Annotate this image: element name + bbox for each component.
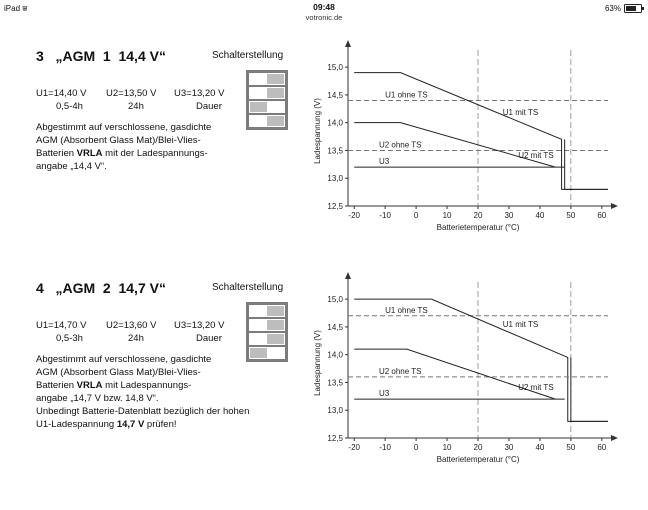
y-axis-arrow: [345, 272, 351, 279]
y-tick-label: 12,5: [327, 202, 343, 211]
switch-row: [249, 87, 285, 99]
text: U1-Ladespannung: [36, 419, 117, 430]
charging-chart: [300, 38, 620, 238]
section-title: [36, 280, 166, 296]
x-tick-label: 20: [473, 443, 483, 452]
switch-cell-on: [267, 334, 284, 344]
y-tick-label: 15,0: [327, 295, 343, 305]
x-tick-label: 40: [535, 443, 545, 452]
battery-icon: [624, 4, 642, 13]
series-label: U2 ohne TS: [378, 140, 422, 150]
description-line: [36, 147, 251, 160]
u1-value: U1=14,40 V: [36, 88, 87, 99]
y-tick-label: 14,5: [327, 90, 343, 100]
u1-duration: 0,5-3h: [56, 333, 83, 344]
dip-switch: [246, 70, 288, 130]
y-tick-label: 12,5: [327, 434, 343, 443]
x-tick-label: -20: [348, 211, 360, 220]
bold-text: VRLA: [76, 380, 103, 391]
y-axis-label: Ladespannung (V): [313, 330, 322, 396]
url-label[interactable]: votronic.de: [305, 13, 343, 22]
y-axis-arrow: [345, 40, 351, 47]
section-agm2: [0, 280, 648, 510]
switch-row: [249, 305, 285, 317]
switch-cell-off: [250, 320, 267, 330]
device-name: iPad: [4, 4, 21, 13]
x-tick-label: 40: [535, 211, 545, 220]
series-label: U1 mit TS: [502, 319, 539, 329]
x-tick-label: 10: [442, 211, 452, 220]
status-bar: [0, 0, 648, 24]
text: Unbedingt Batterie-Datenblatt bezüglich der hohen: [36, 406, 250, 417]
x-tick-label: 30: [504, 211, 514, 220]
x-tick-label: 60: [597, 443, 607, 452]
text: Batterien: [36, 380, 77, 391]
text: mit der Ladespannungs-: [102, 148, 208, 159]
battery-percent: 63%: [604, 4, 621, 13]
text: Abgestimmt auf verschlossene, gasdichte: [36, 122, 212, 133]
y-tick-label: 13,5: [327, 146, 343, 156]
y-axis-label: Ladespannung (V): [313, 98, 322, 164]
y-tick-label: 15,0: [327, 63, 343, 73]
section-title: [36, 48, 166, 64]
series-label: U1 mit TS: [502, 107, 539, 117]
x-axis-arrow: [611, 203, 618, 209]
series-label: U1 ohne TS: [385, 90, 428, 100]
x-tick-label: 30: [504, 443, 514, 452]
series-label: U3: [378, 156, 390, 166]
u3-duration: Dauer: [196, 333, 222, 344]
series-label: U3: [378, 388, 390, 398]
switch-cell-on: [267, 320, 284, 330]
description-line: [36, 353, 251, 366]
switch-row: [249, 333, 285, 345]
description-line: [36, 134, 251, 147]
switch-row: [249, 319, 285, 331]
x-tick-label: -20: [348, 443, 360, 452]
x-tick-label: 10: [442, 443, 452, 452]
description-line: [36, 121, 251, 134]
u2-duration: 24h: [128, 101, 144, 112]
switch-cell-off: [267, 348, 284, 358]
switch-row: [249, 115, 285, 127]
x-axis-arrow: [611, 435, 618, 441]
switch-cell-on: [267, 116, 284, 126]
text: angabe „14,7 V bzw. 14,8 V“.: [36, 393, 159, 404]
section-number: 4: [36, 280, 44, 296]
charging-chart: [300, 270, 620, 470]
description-line: [36, 418, 251, 431]
series-label: U2 mit TS: [518, 383, 554, 393]
status-right: [605, 4, 642, 13]
switch-label: Schalterstellung: [212, 50, 284, 61]
switch-row: [249, 73, 285, 85]
u1-duration: 0,5-4h: [56, 101, 83, 112]
section-agm1: [0, 48, 648, 278]
switch-cell-off: [250, 88, 267, 98]
switch-row: [249, 347, 285, 359]
series-line: [571, 357, 608, 421]
x-tick-label: 60: [597, 211, 607, 220]
clock: 09:48: [313, 2, 335, 12]
description-line: [36, 392, 251, 405]
description-line: [36, 405, 251, 418]
switch-row: [249, 101, 285, 113]
text: Abgestimmt auf verschlossene, gasdichte: [36, 354, 212, 365]
y-tick-label: 13,0: [327, 406, 343, 416]
y-tick-label: 14,0: [327, 350, 343, 360]
switch-cell-on: [250, 102, 267, 112]
u3-value: U3=13,20 V: [174, 88, 225, 99]
u2-duration: 24h: [128, 333, 144, 344]
u3-value: U3=13,20 V: [174, 320, 225, 331]
u2-value: U2=13,50 V: [106, 88, 157, 99]
text: angabe „14,4 V“.: [36, 161, 107, 172]
text: mit Ladespannungs-: [102, 380, 192, 391]
y-tick-label: 14,5: [327, 322, 343, 332]
x-tick-label: 0: [413, 211, 419, 220]
text: Batterien: [36, 148, 77, 159]
wifi-icon: ⩐: [22, 4, 28, 13]
text: prüfen!: [144, 419, 177, 430]
x-tick-label: 0: [413, 443, 419, 452]
battery-fill: [626, 6, 636, 11]
x-tick-label: 50: [566, 443, 576, 452]
switch-cell-off: [250, 334, 267, 344]
series-label: U2 ohne TS: [378, 367, 422, 377]
bold-text: 14,7 V: [116, 419, 145, 430]
x-tick-label: 20: [473, 211, 483, 220]
switch-cell-on: [267, 88, 284, 98]
u2-value: U2=13,60 V: [106, 320, 157, 331]
switch-cell-off: [250, 116, 267, 126]
description: [36, 353, 251, 431]
series-label: U2 mit TS: [518, 151, 554, 161]
description: [36, 121, 251, 173]
x-tick-label: 50: [566, 211, 576, 220]
y-tick-label: 13,5: [327, 378, 343, 388]
description-line: [36, 366, 251, 379]
series-line: [354, 299, 608, 421]
series-label: U1 ohne TS: [385, 306, 428, 315]
description-line: [36, 379, 251, 392]
y-tick-label: 13,0: [327, 174, 343, 184]
u1-value: U1=14,70 V: [36, 320, 87, 331]
switch-cell-on: [267, 74, 284, 84]
switch-label: Schalterstellung: [212, 282, 284, 293]
switch-cell-off: [250, 306, 267, 316]
switch-cell-off: [267, 102, 284, 112]
bold-text: VRLA: [76, 148, 103, 159]
x-tick-label: -10: [379, 211, 391, 220]
description-line: [36, 160, 251, 173]
u3-duration: Dauer: [196, 101, 222, 112]
x-axis-label: Batterietemperatur (°C): [436, 223, 520, 232]
section-heading: „AGM 1 14,4 V“: [55, 48, 166, 64]
switch-cell-on: [250, 348, 267, 358]
dip-switch: [246, 302, 288, 362]
switch-cell-on: [267, 306, 284, 316]
y-tick-label: 14,0: [327, 118, 343, 128]
switch-cell-off: [250, 74, 267, 84]
x-tick-label: -10: [379, 443, 391, 452]
section-heading: „AGM 2 14,7 V“: [55, 280, 166, 296]
text: AGM (Absorbent Glass Mat)/Blei-Vlies-: [36, 135, 201, 146]
x-axis-label: Batterietemperatur (°C): [436, 455, 520, 464]
text: AGM (Absorbent Glass Mat)/Blei-Vlies-: [36, 367, 201, 378]
section-number: 3: [36, 48, 44, 64]
